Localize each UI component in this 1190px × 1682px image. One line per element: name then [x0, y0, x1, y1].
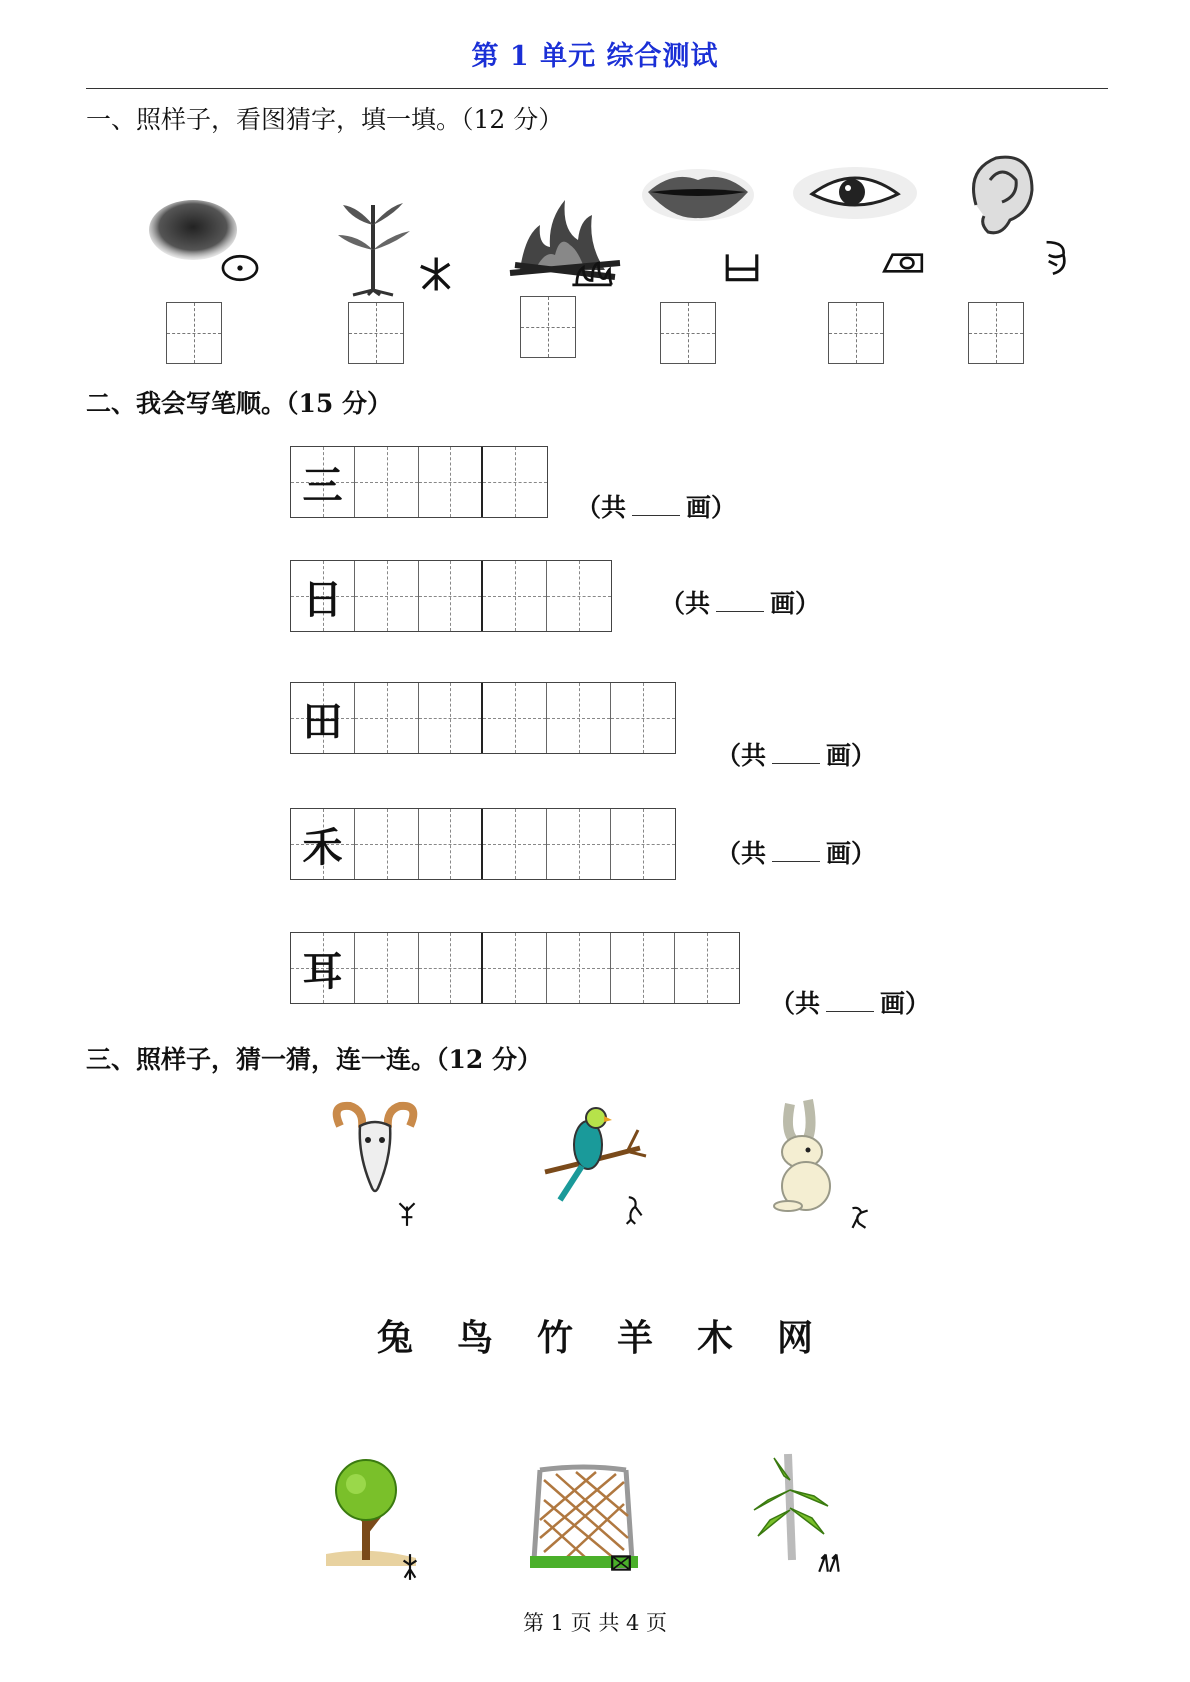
stroke-count-blank[interactable] [772, 861, 820, 862]
answer-box-4[interactable] [660, 302, 716, 364]
oracle-net-glyph [610, 1554, 632, 1572]
oracle-fire-glyph [568, 258, 616, 290]
sample-char: 耳 [302, 947, 343, 995]
stroke-count-5: （共 画） [770, 989, 931, 1018]
section3-heading: 三、照样子，猜一猜，连一连。（12 分） [86, 1045, 542, 1074]
page-footer: 第 1 页 共 4 页 [522, 1611, 668, 1635]
stroke-cell[interactable] [419, 447, 483, 517]
title-divider [86, 88, 1108, 89]
stroke-cell[interactable] [419, 561, 483, 631]
answer-box-3[interactable] [520, 296, 576, 358]
stroke-order-row-3 [290, 682, 676, 754]
eye-icon [790, 158, 920, 228]
stroke-cell[interactable] [355, 683, 419, 753]
mouth-icon [638, 150, 758, 240]
oracle-tree-glyph [400, 1552, 420, 1582]
stroke-cell[interactable] [483, 683, 547, 753]
stroke-cell[interactable] [483, 447, 547, 517]
oracle-mouth-glyph [723, 252, 761, 282]
stroke-cell[interactable] [419, 809, 483, 879]
stroke-cell[interactable] [355, 447, 419, 517]
stroke-cell[interactable] [675, 933, 739, 1003]
oracle-wood-glyph [412, 255, 456, 293]
oracle-goat-glyph [396, 1200, 418, 1228]
oracle-bamboo-glyph [816, 1550, 844, 1574]
sample-char: 三 [302, 461, 343, 509]
character-options [0, 1310, 1190, 1361]
rabbit-icon [760, 1094, 860, 1214]
stroke-count-3: （共 画） [716, 741, 877, 770]
answer-box-1[interactable] [166, 302, 222, 364]
answer-box-5[interactable] [828, 302, 884, 364]
stroke-cell[interactable] [547, 683, 611, 753]
character-option[interactable]: 木 [697, 1317, 734, 1359]
stroke-count-4: （共 画） [716, 839, 877, 868]
character-option[interactable]: 鸟 [456, 1317, 493, 1359]
oracle-bird-glyph [620, 1194, 644, 1226]
stroke-order-row-1 [290, 446, 548, 518]
stroke-count-blank[interactable] [826, 1011, 874, 1012]
stroke-cell[interactable] [611, 809, 675, 879]
character-option[interactable]: 竹 [536, 1317, 573, 1359]
stroke-cell[interactable] [483, 809, 547, 879]
oracle-rabbit-glyph [848, 1204, 870, 1230]
stroke-cell[interactable] [611, 933, 675, 1003]
answer-box-2[interactable] [348, 302, 404, 364]
stroke-cell[interactable] [419, 933, 483, 1003]
sample-char: 禾 [302, 823, 343, 871]
oracle-eye-glyph [880, 250, 926, 276]
goat-icon [320, 1096, 430, 1206]
stroke-order-row-2 [290, 560, 612, 632]
stroke-count-1: （共 画） [576, 493, 737, 522]
stroke-cell[interactable] [355, 561, 419, 631]
answer-box-6[interactable] [968, 302, 1024, 364]
stroke-cell[interactable] [547, 561, 611, 631]
stroke-cell[interactable] [483, 561, 547, 631]
page-title: 第 1 单元 综合测试 [471, 41, 719, 72]
stroke-count-2: （共 画） [660, 589, 821, 618]
stroke-cell[interactable] [547, 809, 611, 879]
character-option[interactable]: 羊 [617, 1317, 654, 1359]
stroke-cell[interactable] [483, 933, 547, 1003]
section1-heading: 一、照样子，看图猜字，填一填。（12 分） [86, 105, 564, 134]
stroke-cell[interactable] [419, 683, 483, 753]
stroke-count-blank[interactable] [772, 763, 820, 764]
ear-icon [962, 150, 1042, 240]
character-option[interactable]: 兔 [376, 1317, 413, 1359]
character-option[interactable]: 网 [777, 1317, 814, 1359]
section2-heading: 二、我会写笔顺。（15 分） [86, 389, 392, 418]
stroke-cell[interactable] [547, 933, 611, 1003]
stroke-order-row-4 [290, 808, 676, 880]
sample-char: 田 [302, 697, 343, 745]
stroke-cell[interactable] [611, 683, 675, 753]
sample-char: 日 [302, 575, 343, 623]
oracle-ear-glyph [1040, 238, 1070, 278]
stroke-cell[interactable] [355, 809, 419, 879]
oracle-sun-glyph [218, 252, 262, 284]
stroke-count-blank[interactable] [716, 611, 764, 612]
stroke-order-row-5 [290, 932, 740, 1004]
stroke-count-blank[interactable] [632, 515, 680, 516]
stroke-cell[interactable] [355, 933, 419, 1003]
